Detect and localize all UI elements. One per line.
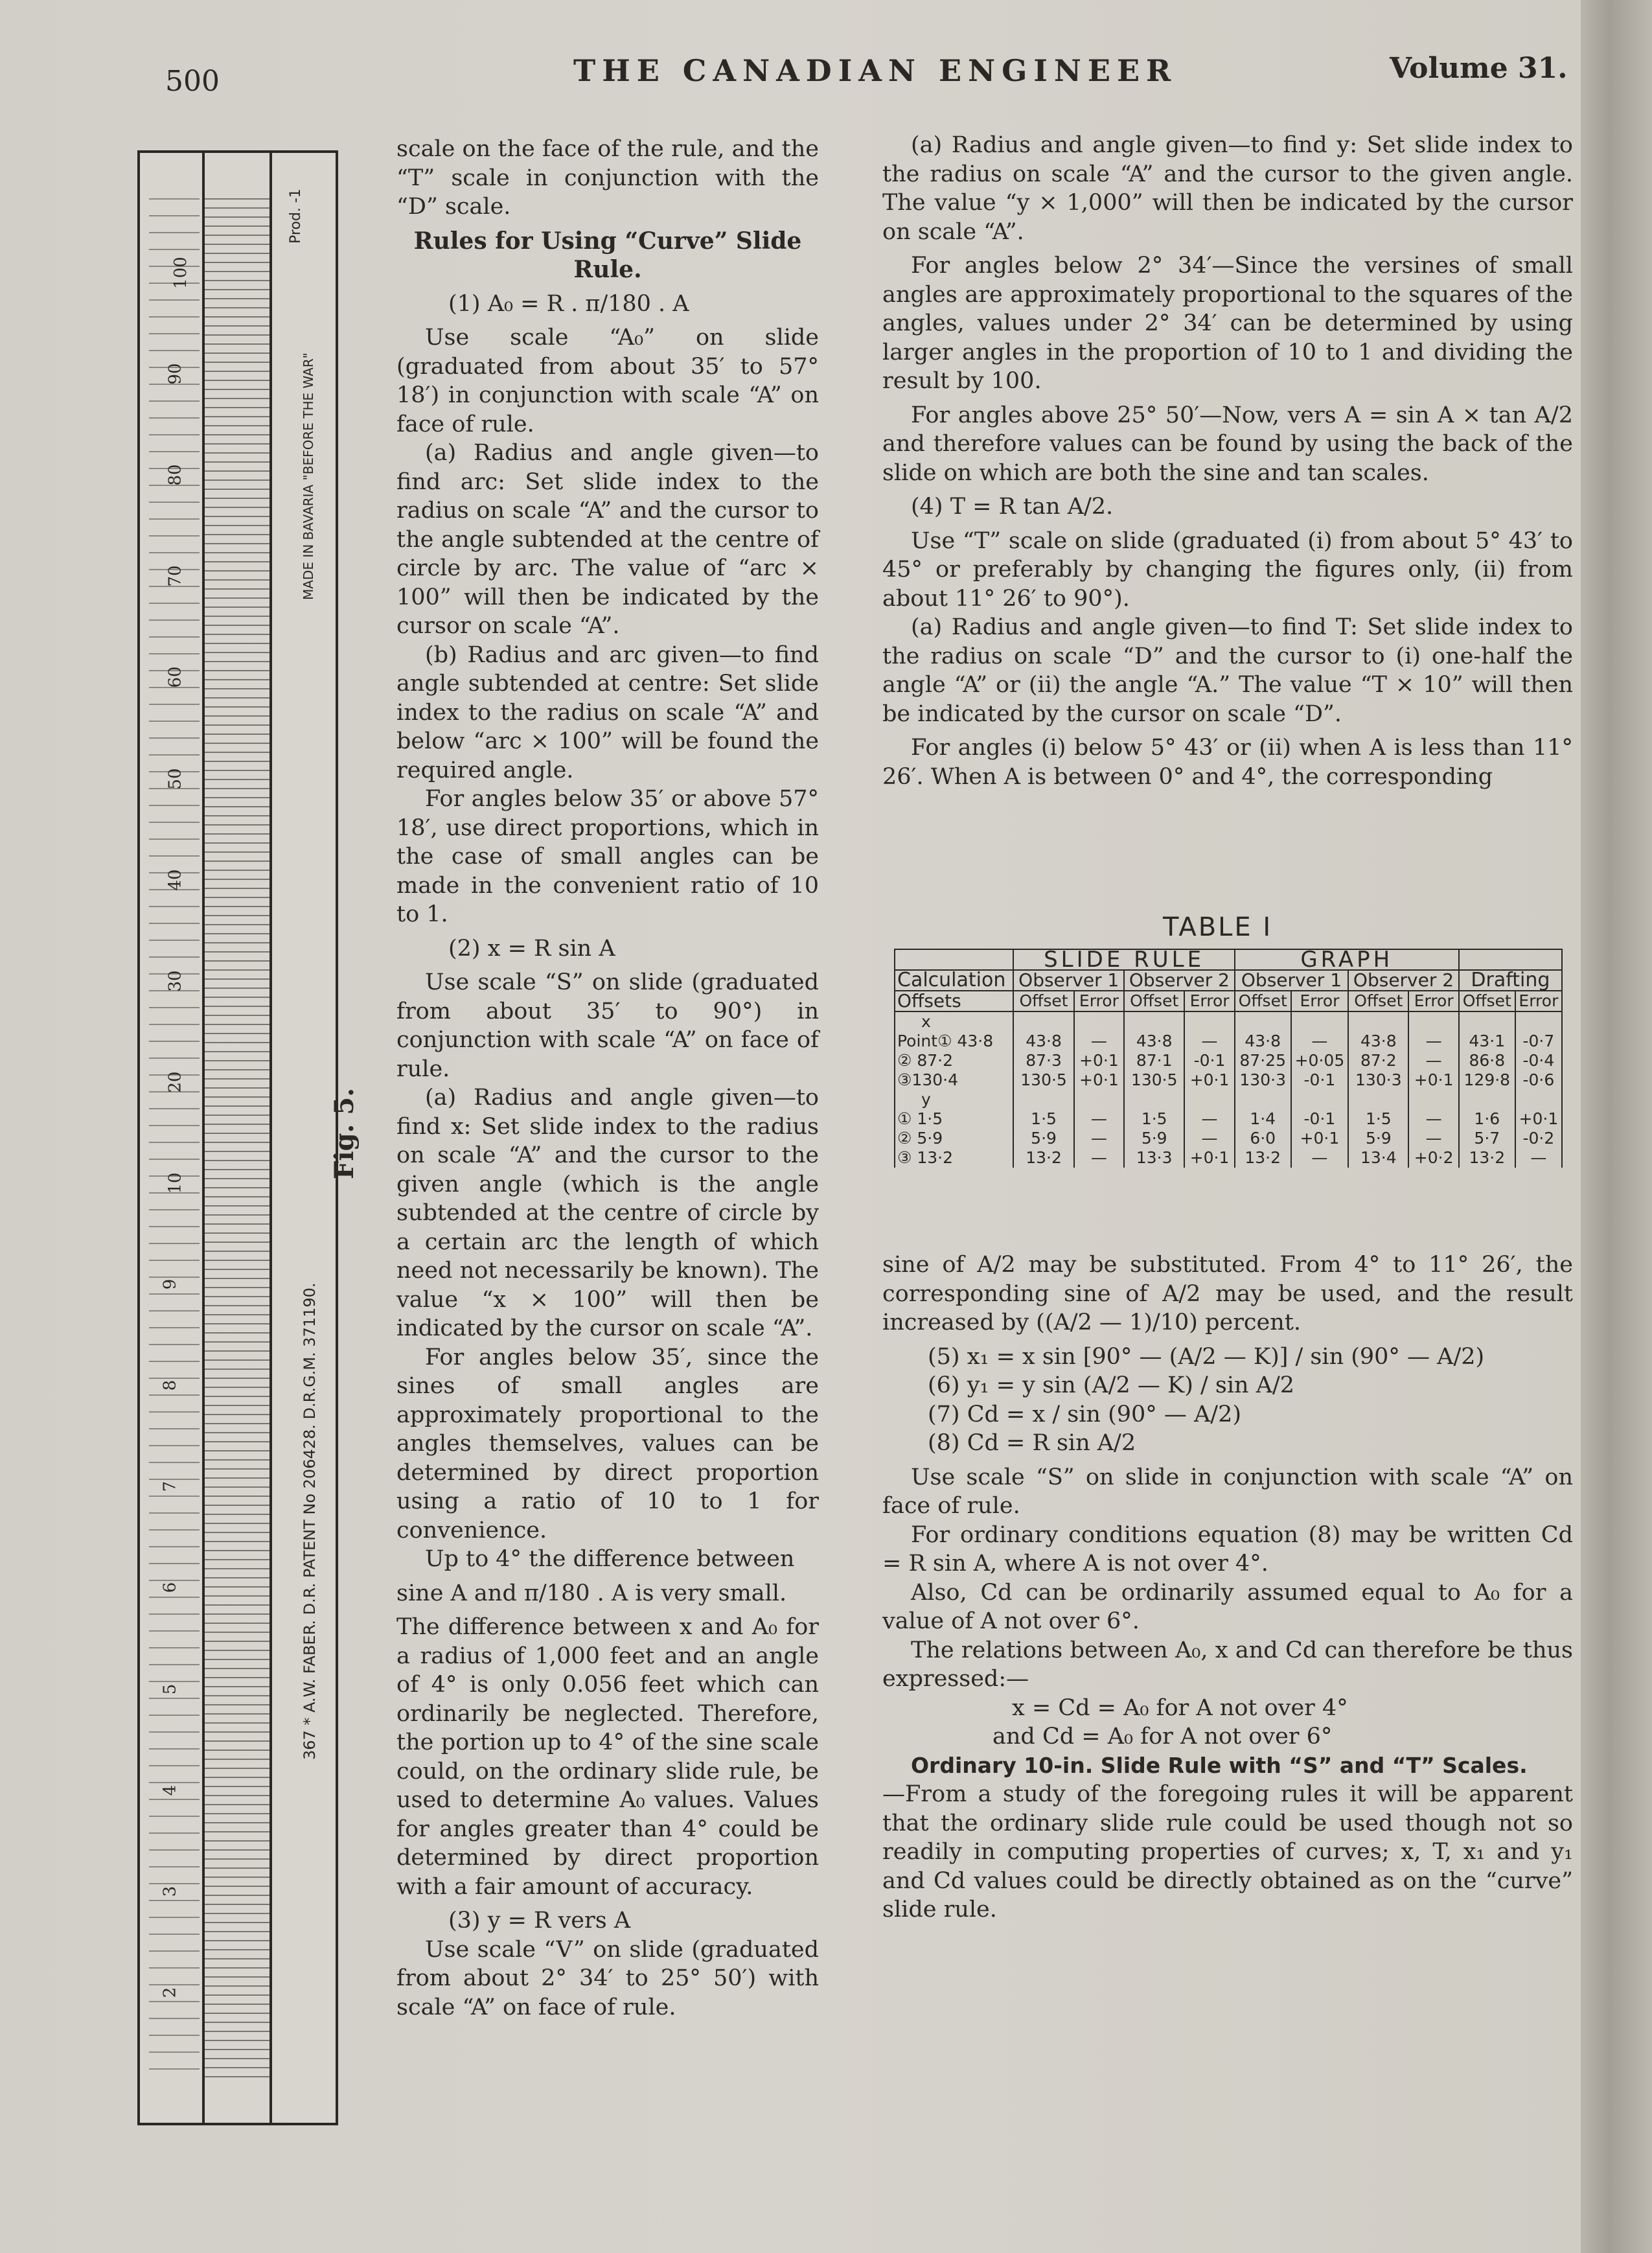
table-row: [895, 1051, 1562, 1070]
table-title: TABLE I: [1163, 912, 1273, 942]
table-cell: 6·0: [1235, 1129, 1291, 1148]
table-cell: —: [1408, 1109, 1458, 1129]
table-cell: +0·1: [1184, 1148, 1234, 1168]
paragraph: For ordinary conditions equation (8) may be written Cd = R sin A, where A is not over 4°.: [882, 1521, 1573, 1577]
volume-label: Volume 31.: [1390, 52, 1568, 85]
data-table: [894, 949, 1563, 1168]
slide-rule-figure: [137, 150, 338, 2125]
table-cell: —: [1074, 1129, 1124, 1148]
rule-scale-number: 4: [160, 1785, 180, 1796]
table-cell: 5·7: [1459, 1129, 1515, 1148]
table-cell: 13·3: [1124, 1148, 1184, 1168]
table-cell: 86·8: [1459, 1051, 1515, 1070]
table-cell: 87·3: [1013, 1051, 1073, 1070]
paragraph: (b) Radius and arc given—to find angle subtended at centre: Set slide index to the radius on scale “A” and below “arc × 100” will be found the required angle.: [396, 641, 819, 783]
table-cell: -0·4: [1515, 1051, 1562, 1070]
paragraph: For angles above 25° 50′—Now, vers A = sin A × tan A/2 and therefore values can be found by using the back of the slide on which are both the sine and tan scales.: [882, 402, 1573, 486]
journal-title: THE CANADIAN ENGINEER: [573, 53, 1178, 88]
table-cell: 43·8: [1013, 1032, 1073, 1051]
paragraph: Up to 4° the difference between: [425, 1546, 795, 1572]
table-group-header: SLIDE RULE: [1013, 949, 1234, 970]
equation-3: (3) y = R vers A: [448, 1908, 631, 1934]
table-cell: -0·1: [1291, 1070, 1349, 1090]
table-row: [895, 1129, 1562, 1148]
equation-4: (4) T = R tan A/2.: [911, 494, 1114, 520]
equation-7: (7) Cd = x / sin (90° — A/2): [928, 1401, 1242, 1427]
equation-1: (1) A₀ = R . π/180 . A: [448, 290, 689, 317]
table-subheader: Offsets: [895, 991, 1013, 1011]
paragraph: scale on the face of the rule, and the “T” scale in conjunction with the “D” scale.: [396, 136, 819, 220]
relation-line: x = Cd = A₀ for A not over 4°: [1012, 1694, 1348, 1721]
rule-scale-number: 6: [160, 1582, 180, 1593]
table-header: Calculation: [895, 970, 1013, 991]
table-cell: 130·3: [1348, 1070, 1408, 1090]
table-cell: —: [1184, 1129, 1234, 1148]
paragraph: For angles (i) below 5° 43′ or (ii) when A is less than 11° 26′. When A is between 0° and 4°, the corresponding: [882, 735, 1573, 790]
paragraph: For angles below 35′ or above 57° 18′, use direct proportions, which in the case of small angles can be made in the convenient ratio of 10 to 1.: [396, 786, 819, 927]
table-cell: ② 5·9: [895, 1129, 1013, 1148]
table-cell: ② 87·2: [895, 1051, 1013, 1070]
rule-scale-number: 90: [165, 363, 185, 385]
table-cell: 1·5: [1348, 1109, 1408, 1129]
rule-scale-number: 100: [170, 257, 190, 289]
section-heading: Ordinary 10-in. Slide Rule with “S” and “T” Scales.: [911, 1752, 1528, 1778]
rule-scale-number: 8: [160, 1380, 180, 1391]
table-cell: 1·4: [1235, 1109, 1291, 1129]
table-section-label-row: [895, 1090, 1562, 1109]
paragraph: (a) Radius and angle given—to find T: Set slide index to the radius on scale “D” and the cursor to (i) one-half the angle “A” or (ii) the angle “A.” The value “T × 10” will then be indicated by the cursor on scale “D”.: [882, 614, 1573, 727]
table-cell: —: [1291, 1148, 1349, 1168]
paragraph: (a) Radius and angle given—to find y: Set slide index to the radius on scale “A” and the cursor to the given angle. The value “y × 1,000” will then be indicated by the cursor on scale “A”.: [882, 132, 1573, 245]
paragraph: Use scale “V” on slide (graduated from about 2° 34′ to 25° 50′) with scale “A” on face of rule.: [396, 1936, 819, 2020]
rule-scale-number: 5: [160, 1683, 180, 1694]
table-subheader: Error: [1408, 991, 1458, 1011]
table-group-header: GRAPH: [1235, 949, 1459, 970]
equation-2: (2) x = R sin A: [448, 935, 615, 962]
table-cell: —: [1184, 1032, 1234, 1051]
table-subheader: Error: [1074, 991, 1124, 1011]
table-cell: 130·5: [1013, 1070, 1073, 1090]
table-cell: 87·2: [1348, 1051, 1408, 1070]
table-cell: [1459, 949, 1562, 970]
table-cell: —: [1291, 1032, 1349, 1051]
table-header: Drafting: [1459, 970, 1562, 991]
table-cell: —: [1074, 1148, 1124, 1168]
text-column-right-bottom: [882, 1251, 1573, 1924]
table-cell: 13·2: [1013, 1148, 1073, 1168]
table-section-label: y: [895, 1090, 1013, 1109]
rule-prod-mark: Prod. -1: [288, 189, 304, 244]
table-header: Observer 1: [1235, 970, 1348, 991]
table-cell: ③ 13·2: [895, 1148, 1013, 1168]
table-subheader: Error: [1291, 991, 1349, 1011]
table-subheader: Offset: [1013, 991, 1073, 1011]
rule-scale-number: 3: [160, 1886, 180, 1897]
paragraph: The difference between x and A₀ for a radius of 1,000 feet and an angle of 4° is only 0.056 feet which can ordinarily be neglected. Therefore, the portion up to 4° of the sine scale could, on the ordinary slide rule, be used to determine A₀ values. Values for angles greater than 4° could be determined by direct proportion with a fair amount of accuracy.: [396, 1614, 819, 1900]
paragraph: —From a study of the foregoing rules it will be apparent that the ordinary slide rule could be used though not so readily in computing properties of curves; x, T, x₁ and y₁ and Cd values could be directly obtained as on the “curve” slide rule.: [882, 1781, 1573, 1923]
table-subheader: Offset: [1124, 991, 1184, 1011]
rule-scale-number: 9: [160, 1278, 180, 1290]
table-cell: —: [1408, 1051, 1458, 1070]
table-cell: -0·7: [1515, 1032, 1562, 1051]
table-cell: —: [1408, 1032, 1458, 1051]
rule-scale-number: 20: [165, 1071, 185, 1093]
table-cell: +0·1: [1074, 1070, 1124, 1090]
paragraph: sine A and π/180 . A is very small.: [396, 1580, 787, 1606]
paragraph: sine of A/2 may be substituted. From 4° to 11° 26′, the corresponding sine of A/2 may be used, and the result increased by ((A/2 — 1)/10) percent.: [882, 1252, 1573, 1335]
binding-edge: [1581, 0, 1652, 2253]
table-group-header-row: [895, 949, 1562, 970]
table-subheader: Offset: [1459, 991, 1515, 1011]
table-header: Observer 1: [1013, 970, 1124, 991]
table-cell: 1·6: [1459, 1109, 1515, 1129]
table-cell: —: [1515, 1148, 1562, 1168]
table-cell: 13·4: [1348, 1148, 1408, 1168]
paragraph: For angles below 35′, since the sines of small angles are approximately proportional to the angles themselves, values can be determined by direct proportion using a ratio of 10 to 1 for convenience.: [396, 1344, 819, 1543]
table-cell: 43·1: [1459, 1032, 1515, 1051]
table-row: [895, 1032, 1562, 1051]
rule-slide-ticks: [205, 198, 270, 2077]
table-cell: ① 1·5: [895, 1109, 1013, 1129]
table-cell: 43·8: [1124, 1032, 1184, 1051]
rule-scale-number: 80: [165, 464, 185, 486]
rule-scale-number: 7: [160, 1481, 180, 1492]
rule-scale-number: 70: [165, 565, 185, 587]
equation-8: (8) Cd = R sin A/2: [928, 1430, 1136, 1456]
table-cell: 1·5: [1124, 1109, 1184, 1129]
table-cell: +0·1: [1184, 1070, 1234, 1090]
table-cell: 129·8: [1459, 1070, 1515, 1090]
equation-5: (5) x₁ = x sin [90° — (A/2 — K)] / sin (90° — A/2): [928, 1343, 1485, 1370]
table-subheader: Offset: [1348, 991, 1408, 1011]
paragraph: Use “T” scale on slide (graduated (i) from about 5° 43′ to 45° or preferably by changing the figures only, (ii) from about 11° 26′ to 90°).: [882, 527, 1573, 612]
table-cell: 1·5: [1013, 1109, 1073, 1129]
paragraph: The relations between A₀, x and Cd can therefore be thus expressed:—: [882, 1637, 1573, 1692]
paragraph: For angles below 2° 34′—Since the versines of small angles are approximately proportional to the squares of the angles, values under 2° 34′ can be determined by using larger angles in the proportion of 10 to 1 and dividing the result by 100.: [882, 253, 1573, 394]
table-cell: —: [1074, 1109, 1124, 1129]
rule-scale-number: 2: [160, 1987, 180, 1998]
table-header: Observer 2: [1124, 970, 1235, 991]
table-row: [895, 1109, 1562, 1129]
table-cell: 43·8: [1235, 1032, 1291, 1051]
table-cell: -0·1: [1291, 1109, 1349, 1129]
rule-scale-number: 30: [165, 970, 185, 992]
table-cell: ③130·4: [895, 1070, 1013, 1090]
table-cell: -0·2: [1515, 1129, 1562, 1148]
rule-scale-number: 40: [165, 869, 185, 891]
paragraph: Use scale “S” on slide (graduated from about 35′ to 90°) in conjunction with scale “A” on face of rule.: [396, 969, 819, 1082]
table-header-row: [895, 970, 1562, 991]
table-cell: 13·2: [1459, 1148, 1515, 1168]
slide-edge-right: [270, 153, 272, 2123]
paragraph: Use scale “S” on slide in conjunction with scale “A” on face of rule.: [882, 1464, 1573, 1519]
table-cell: 5·9: [1013, 1129, 1073, 1148]
rule-maker-stamp: 367 * A.W. FABER. D.R. PATENT No 206428. D.R.G.M. 371190.: [301, 1282, 319, 1760]
table-cell: -0·1: [1184, 1051, 1234, 1070]
rule-made-in-stamp: MADE IN BAVARIA "BEFORE THE WAR": [301, 352, 316, 600]
rule-scale-number: 50: [165, 768, 185, 790]
paragraph: (a) Radius and angle given—to find x: Set slide index to the radius on scale “A” and the cursor to the given angle (which is the angle subtended at the centre of circle by a certain arc the length of which need not necessarily be known). The value “x × 100” will then be indicated by the cursor on scale “A”.: [396, 1085, 819, 1341]
table-cell: +0·1: [1291, 1129, 1349, 1148]
table-subheader: Error: [1515, 991, 1562, 1011]
rule-scale-number: 60: [165, 666, 185, 688]
table-section-label-row: [895, 1011, 1562, 1032]
table-cell: —: [1074, 1032, 1124, 1051]
paragraph: Use scale “A₀” on slide (graduated from about 35′ to 57° 18′) in conjunction with scale “A” on face of rule.: [396, 325, 819, 437]
table-cell: [895, 949, 1013, 970]
table-cell: +0·1: [1074, 1051, 1124, 1070]
table-cell: 130·5: [1124, 1070, 1184, 1090]
table-cell: -0·6: [1515, 1070, 1562, 1090]
table-cell: —: [1408, 1129, 1458, 1148]
table-cell: +0·05: [1291, 1051, 1349, 1070]
table-cell: —: [1184, 1109, 1234, 1129]
table-cell: Point① 43·8: [895, 1032, 1013, 1051]
table-cell: 87·1: [1124, 1051, 1184, 1070]
table-cell: 43·8: [1348, 1032, 1408, 1051]
table-header: Observer 2: [1348, 970, 1459, 991]
text-column-right-top: [882, 131, 1573, 791]
table-cell: 87·25: [1235, 1051, 1291, 1070]
section-heading: Rules for Using “Curve” Slide Rule.: [413, 227, 802, 283]
table-cell: 5·9: [1348, 1129, 1408, 1148]
table-cell: 130·3: [1235, 1070, 1291, 1090]
paragraph: Also, Cd can be ordinarily assumed equal to A₀ for a value of A not over 6°.: [882, 1579, 1573, 1634]
table-row: [895, 1070, 1562, 1090]
table-section-label: x: [895, 1011, 1013, 1032]
table-cell: 5·9: [1124, 1129, 1184, 1148]
table-subheader: Offset: [1235, 991, 1291, 1011]
table-cell: +0·1: [1515, 1109, 1562, 1129]
table-subheader: Error: [1184, 991, 1234, 1011]
table-cell: +0·2: [1408, 1148, 1458, 1168]
paragraph: (a) Radius and angle given—to find arc: Set slide index to the radius on scale “A” and the cursor to the angle subtended at the centre of circle by arc. The value of “arc × 100” will then be indicated by the cursor on scale “A”.: [396, 440, 819, 639]
table-subheader-row: [895, 991, 1562, 1011]
equation-6: (6) y₁ = y sin (A/2 — K) / sin A/2: [928, 1372, 1295, 1398]
text-column-left: [396, 135, 819, 2022]
table-row: [895, 1148, 1562, 1168]
figure-label: Fig. 5.: [329, 1087, 360, 1179]
rule-scale-number: 10: [165, 1172, 185, 1194]
relation-line: and Cd = A₀ for A not over 6°: [992, 1724, 1333, 1750]
table-cell: +0·1: [1408, 1070, 1458, 1090]
table-cell: 13·2: [1235, 1148, 1291, 1168]
page-number: 500: [165, 65, 220, 98]
